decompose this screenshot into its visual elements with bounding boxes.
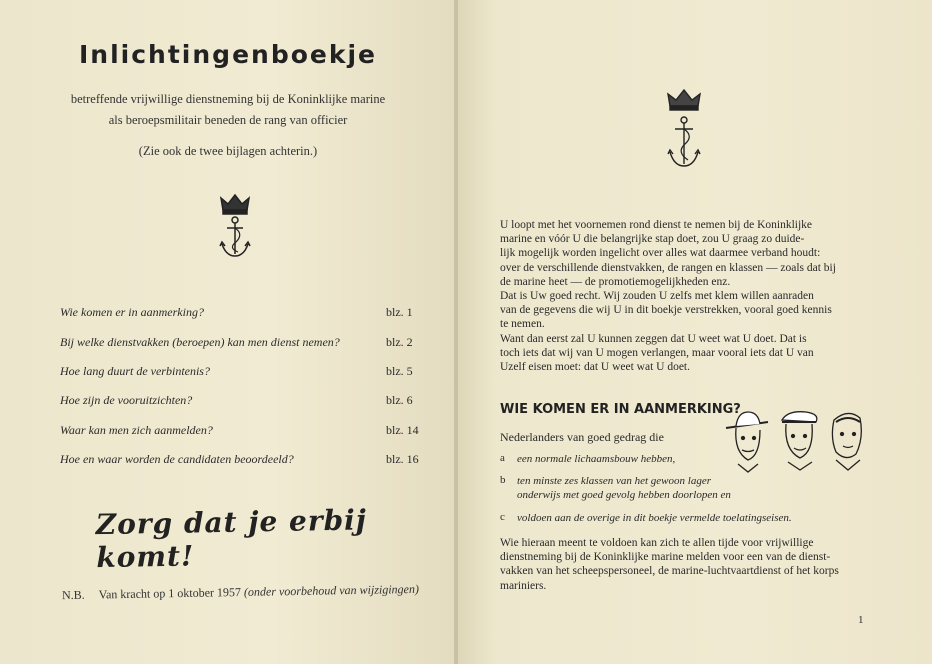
toc-row[interactable] bbox=[60, 393, 422, 411]
toc-page: 14 bbox=[406, 423, 419, 437]
item-letter: b bbox=[500, 474, 506, 486]
nb-text: Van kracht op 1 oktober 1957 bbox=[98, 584, 242, 602]
text-line: mariniers. bbox=[500, 579, 547, 592]
text-line: te nemen. bbox=[500, 318, 545, 331]
closing-paragraph bbox=[500, 536, 846, 593]
item-line: een normale lichaamsbouw hebben, bbox=[517, 453, 676, 465]
toc-row[interactable] bbox=[60, 335, 422, 353]
toc-title: Hoe zijn de vooruitzichten? bbox=[60, 393, 193, 407]
toc-blz-label: blz. bbox=[386, 305, 404, 319]
text-line: lijk mogelijk worden ingelicht over alles wat daarmee verband houdt: bbox=[500, 247, 821, 260]
toc-blz-label: blz. bbox=[386, 423, 404, 437]
item-letter: c bbox=[500, 511, 505, 523]
text-line: dienstneming bij de Koninklijke marine melden voor een van de dienst- bbox=[500, 551, 831, 564]
text-line: U loopt met het voornemen rond dienst te nemen bij de Koninklijke bbox=[500, 219, 813, 231]
toc-row[interactable] bbox=[60, 452, 422, 470]
crown-anchor-icon bbox=[214, 192, 256, 262]
item-line: ten minste zes klassen van het gewoon lager bbox=[517, 475, 711, 487]
toc-blz-label: blz. bbox=[386, 452, 404, 466]
toc-row[interactable] bbox=[60, 364, 422, 382]
toc-title: Waar kan men zich aanmelden? bbox=[60, 423, 213, 437]
nb-italic: (onder voorbehoud van wijzigingen) bbox=[243, 581, 420, 599]
left-page bbox=[0, 0, 456, 664]
section-heading: WIE KOMEN ER IN AANMERKING? bbox=[500, 402, 741, 417]
text-line: over de verschillende dienstvakken, de rangen en klassen — zoals dat bij bbox=[500, 261, 836, 274]
text-line: Wie hieraan meent te voldoen kan zich te allen tijde voor vrijwillige bbox=[500, 537, 814, 549]
crown-anchor-icon bbox=[664, 86, 704, 174]
item-line: voldoen aan de overige in dit boekje vermelde toelatingseisen. bbox=[517, 512, 792, 524]
text-line: toch iets dat wij van U mogen verlangen, maar vooral iets dat U van bbox=[500, 346, 814, 359]
item-line: onderwijs met goed gevolg hebben doorlopen en bbox=[517, 489, 731, 501]
toc-blz-label: blz. bbox=[386, 335, 404, 349]
intro-paragraph bbox=[500, 218, 846, 374]
page-number: 1 bbox=[858, 614, 864, 626]
text-line: Uzelf eisen moet: dat U weet wat U doet. bbox=[500, 361, 691, 374]
toc-title: Hoe lang duurt de verbintenis? bbox=[60, 364, 210, 378]
item-letter: a bbox=[500, 452, 505, 464]
toc-page: 6 bbox=[406, 393, 413, 407]
toc-blz-label: blz. bbox=[386, 364, 404, 378]
text-line: vakken van het scheepspersoneel, de marine-luchtvaartdienst of het korps bbox=[500, 565, 839, 578]
toc-row[interactable] bbox=[60, 305, 422, 323]
toc-row[interactable] bbox=[60, 423, 422, 441]
text-line: marine en vóór U die belangrijke stap doet, zou U graag zo duide- bbox=[500, 233, 805, 246]
toc-title: Hoe en waar worden de candidaten beoordeeld? bbox=[60, 452, 294, 466]
validity-note bbox=[62, 582, 419, 603]
toc-title: Bij welke dienstvakken (beroepen) kan men dienst nemen? bbox=[60, 335, 340, 349]
text-line: Dat is Uw goed recht. Wij zouden U zelfs met klem willen aanraden bbox=[500, 290, 814, 303]
subtitle-line-1: betreffende vrijwillige dienstneming bij de Koninklijke marine bbox=[70, 92, 386, 106]
toc-page: 1 bbox=[406, 305, 413, 319]
subtitle-line-3: (Zie ook de twee bijlagen achterin.) bbox=[138, 144, 318, 158]
criteria-intro: Nederlanders van goed gedrag die bbox=[500, 430, 664, 444]
toc-page: 16 bbox=[406, 452, 419, 466]
toc-title: Wie komen er in aanmerking? bbox=[60, 305, 204, 319]
booklet-title: Inlichtingenboekje bbox=[79, 40, 377, 69]
slogan: Zorg dat je erbij komt! bbox=[95, 503, 368, 575]
three-sailor-faces-icon bbox=[724, 408, 866, 492]
toc-page: 2 bbox=[406, 335, 413, 349]
subtitle-line-2: als beroepsmilitair beneden de rang van officier bbox=[108, 113, 348, 127]
toc-blz-label: blz. bbox=[386, 393, 404, 407]
nb-label: N.B. bbox=[61, 587, 85, 603]
text-line: de marine heet — de promotiemogelijkheden enz. bbox=[500, 275, 731, 288]
text-line: Want dan eerst zal U kunnen zeggen dat U weet wat U doet. Dat is bbox=[500, 332, 807, 345]
toc-page: 5 bbox=[406, 364, 413, 378]
text-line: van de gegevens die wij U in dit boekje verstrekken, vooral goed kennis bbox=[500, 304, 832, 317]
